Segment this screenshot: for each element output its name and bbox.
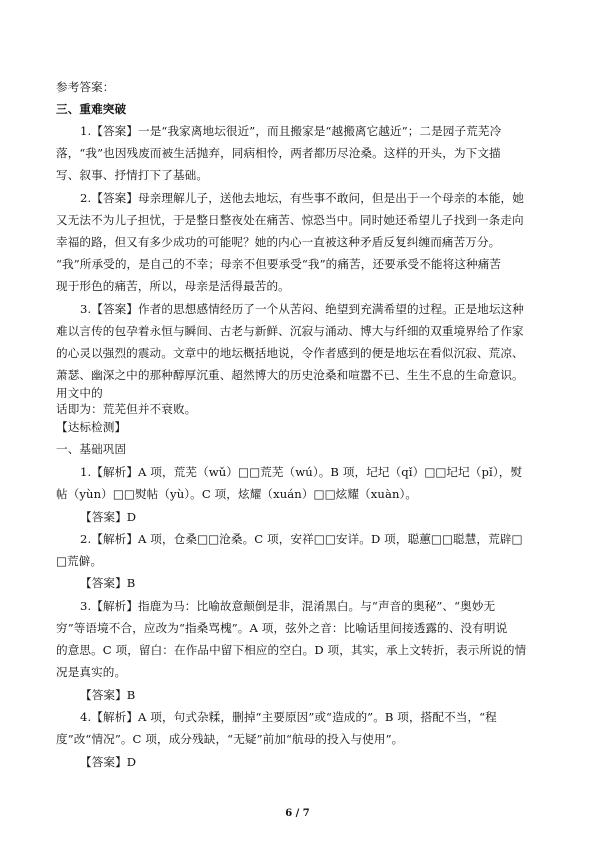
answer-3-line-4: 萧瑟、幽深之中的那种醇厚沉重、超然博大的历史沧桑和喧嚣不已、生生不息的生命意识。 [56, 368, 524, 382]
reference-answer-heading: 参考答案： [56, 80, 115, 94]
answer-3-line-6: 话即为：荒芜但并不衰败。 [56, 402, 197, 416]
analysis-2-line-1: 2.【解析】A 项，仓桑□□沧桑。C 项，安祥□□安详。D 项，聪蕙□□聪慧，荒辟□ [80, 532, 523, 546]
analysis-1-line-2: 帖（yùn）□□熨帖（yù）。C 项，炫耀（xuán）□□炫耀（xuàn）。 [56, 487, 418, 501]
test-heading: 【达标检测】 [56, 420, 127, 434]
section-heading-difficulty: 三、重难突破 [56, 102, 127, 116]
analysis-3-line-3: 的意思。C 项，留白：在作品中留下相应的空白。D 项，其实，承上文转折，表示所说的情 [56, 643, 527, 657]
answer-2-line-1: 2.【答案】母亲理解儿子，送他去地坛，有些事不敢问，但是出于一个母亲的本能，她 [80, 191, 524, 205]
answer-2-line-2: 又无法不为儿子担忧，于是整日整夜处在痛苦、惊恐当中。同时她还希望儿子找到一条走向 [56, 213, 524, 227]
analysis-4-line-2: 度”改“情况”。C 项，成分残缺，“无疑”前加“航母的投入与使用”。 [56, 732, 404, 746]
basic-consolidation-heading: 一、基础巩固 [56, 442, 127, 456]
analysis-3-line-2: 穷”等语境不合，应改为“指桑骂槐”。A 项，弦外之音：比喻话里间接透露的、没有明说 [56, 621, 508, 635]
answer-3-line-2: 难以言传的包孕着永恒与瞬间、古老与新鲜、沉寂与涌动、博大与纤细的双重境界给了作家 [56, 324, 524, 338]
analysis-1-line-1: 1.【解析】A 项，荒芜（wǔ）□□荒芜（wú）。B 项，圮圮（qǐ）□□圮圮（pǐ），熨 [80, 465, 523, 479]
answer-2-line-3: 幸福的路，但又有多少成功的可能呢？她的内心一直被这种矛盾反复纠缠而痛苦万分。 [56, 235, 501, 249]
analysis-4-line-1: 4.【解析】A 项，句式杂糅，删掉“主要原因”或“造成的”。B 项，搭配不当，“程 [80, 710, 497, 724]
answer-1-line-2: 落，“我”也因残废而被生活抛弃，同病相怜，两者都历尽沧桑。这样的开头，为下文描 [56, 146, 501, 160]
answer-label-3: 【答案】B [80, 688, 136, 702]
answer-2-line-5: 现于形色的痛苦，所以，母亲是活得最苦的。 [56, 279, 290, 293]
answer-label-4: 【答案】D [80, 755, 137, 769]
analysis-2-line-2: □荒僻。 [56, 554, 103, 568]
answer-3-line-1: 3.【答案】作者的思想感情经历了一个从苦闷、绝望到充满希望的过程。正是地坛这种 [80, 302, 524, 316]
answer-3-line-3: 的心灵以强烈的震动。文章中的地坛概括地说，令作者感到的便是地坛在看似沉寂、荒凉、 [56, 346, 524, 360]
analysis-3-line-4: 况是真实的。 [56, 665, 127, 679]
answer-label-2: 【答案】B [80, 576, 136, 590]
answer-3-line-5: 用文中的 [56, 386, 103, 400]
answer-label-1: 【答案】D [80, 510, 137, 524]
analysis-3-line-1: 3.【解析】指鹿为马：比喻故意颠倒是非，混淆黑白。与“声音的奥秘”、“奥妙无 [80, 599, 496, 613]
page-number: 6 / 7 [285, 808, 310, 819]
answer-1-line-3: 写、叙事、抒情打下了基础。 [56, 168, 209, 182]
answer-1-line-1: 1.【答案】一是“我家离地坛很近”，而且搬家是“越搬离它越近”；二是园子荒芜冷 [80, 124, 502, 138]
answer-2-line-4: “我”所承受的，是自己的不幸；母亲不但要承受“我”的痛苦，还要承受不能将这种痛苦 [56, 257, 502, 271]
